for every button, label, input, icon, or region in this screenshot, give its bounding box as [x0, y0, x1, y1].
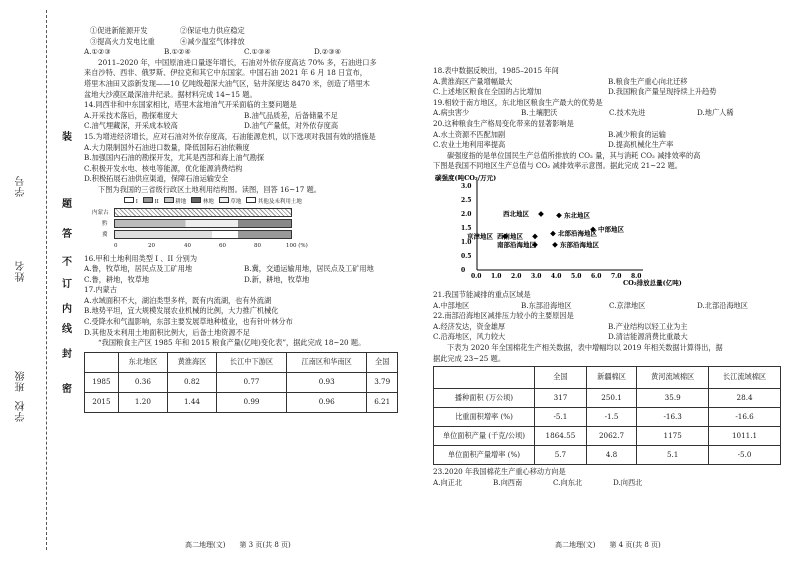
table-cell: 28.4: [709, 389, 781, 408]
legend-item: 耕地: [175, 198, 187, 205]
table-cell: 1011.1: [709, 427, 781, 446]
table-cell: -16.6: [709, 408, 781, 427]
data-point: [538, 211, 544, 217]
row-label: 黔: [102, 220, 108, 227]
option: D.新，耕地，牧草地: [244, 274, 310, 284]
x-tick-label: 0.0: [471, 272, 482, 280]
option: D.向西北: [613, 477, 643, 487]
question-22: 22.南部沿海地区减排压力较小的主要原因是: [433, 311, 574, 321]
option: D.油气产量低，对外依存度高: [244, 121, 339, 131]
option: C.沿海地区，风力较大: [433, 332, 506, 342]
option: C.向东北: [553, 477, 583, 487]
row-label: 冀: [102, 231, 108, 238]
cotton-table: [433, 366, 781, 465]
legend: [124, 197, 302, 208]
point-label: 东部沿海地区: [560, 240, 599, 249]
seal-char: 内: [62, 304, 72, 315]
question-19: 19.相较于南方地区，东北地区粮食生产最大的优势是: [433, 97, 603, 107]
question-18: 18.表中数据反映出，1985–2015 年间: [433, 66, 559, 75]
table-cell: 全国: [367, 352, 398, 372]
table-cell: 黄河流域棉区: [637, 367, 709, 389]
table-cell: 3.79: [367, 372, 398, 392]
table-cell: 播种面积 (万公顷): [434, 389, 535, 408]
x-tick-label: 3.0: [531, 272, 542, 280]
x-tick-label: 1.0: [491, 272, 502, 280]
intro-23: 据此完成 23~25 题。: [433, 353, 506, 363]
tick: 0: [114, 242, 118, 249]
legend-item: 其他及未利用土地: [257, 198, 302, 205]
option: B.东部沿海地区: [521, 300, 572, 310]
option: ③提高火力发电比重: [90, 36, 155, 46]
table-cell: 1864.55: [535, 427, 587, 446]
point-label: 东北地区: [564, 211, 590, 220]
table-cell: 0.96: [286, 392, 366, 412]
table-cell: 2062.7: [586, 427, 636, 446]
right-page: [433, 66, 783, 488]
table-cell: 5.7: [535, 446, 587, 465]
option: A.开采技术落后，勘探难度大: [84, 110, 178, 120]
table-cell: 0.77: [217, 372, 287, 392]
y-axis-label: 碳强度(吨CO₂/万元): [435, 173, 497, 182]
binding-margin: [0, 0, 80, 561]
legend-item: I: [135, 198, 138, 205]
intro-21: 碳强度指的是单位国民生产总值所排放的 CO₂ 量，其与消耗 CO₂ 减排效率的高: [447, 150, 701, 160]
option: ④减少温室气体排放: [180, 36, 245, 46]
x-tick-label: 4.0: [551, 272, 562, 280]
option: A.鲁，牧草地，居民点及工矿用地: [84, 264, 193, 274]
option: A.大力限制国外石油进口数量，降低国际石油依赖度: [84, 142, 250, 152]
option: B.地势平坦，宜大规模发展农业机械的比例，大力推广机械化: [84, 306, 279, 316]
option: A.经济发达，资金雄厚: [433, 321, 506, 331]
seal-char: 封: [62, 349, 72, 360]
option: B.土壤肥沃: [521, 108, 558, 118]
option: C.京津地区: [609, 300, 646, 310]
option: C.上述地区粮食在全国的占比增加: [433, 87, 542, 97]
table-cell: 6.21: [367, 392, 398, 412]
option: A.病虫害少: [433, 108, 470, 118]
label-number: 学号: [16, 175, 27, 197]
intro-16: 下图为我国的三省级行政区土地利用结构图。读图，回答 16~17 题。: [98, 184, 321, 194]
table-cell: 1175: [637, 427, 709, 446]
option: A.①②③: [84, 47, 111, 57]
option: A.中部地区: [433, 300, 470, 310]
table-cell: 江南区和华南区: [286, 352, 366, 372]
option: C.农业土地利用率提高: [433, 140, 506, 150]
table-cell: [434, 367, 535, 389]
passage-line: 塔里木油田又添新发现——10 亿吨级超深大油气区，钻井深度达 8470 米，创造了塔里木: [84, 78, 370, 88]
table-cell: -1.5: [586, 408, 636, 427]
y-tick-label: 3.0: [461, 182, 472, 190]
left-page: [84, 26, 402, 413]
table-cell: 长江流域棉区: [709, 367, 781, 389]
passage-line: 盆地大沙漠区最深油井纪录。据材料完成 14~15 题。: [84, 89, 257, 99]
y-tick-label: 2.5: [461, 196, 472, 204]
point-label: 西北地区: [503, 209, 529, 218]
option: C.积极开发水电、核电等能源，优化能源消费结构: [84, 163, 243, 173]
question-23: 23.2020 年我国棉花生产重心移动方向是: [433, 467, 566, 477]
y-tick-label: 0: [461, 266, 466, 274]
table-cell: 1.20: [118, 392, 167, 412]
point-label: 北部沿海地区: [558, 229, 597, 238]
land-use-chart: [84, 196, 402, 254]
question-17: 17.内蒙古: [84, 285, 117, 295]
option: C.技术先进: [609, 108, 646, 118]
table-cell: -16.3: [637, 408, 709, 427]
table-cell: 全国: [535, 367, 587, 389]
option: A.水域面积不大，湖泊类型多样，既有内流湖，也有外流湖: [84, 295, 272, 305]
tick: 80: [254, 242, 261, 249]
seal-char: 订: [62, 279, 72, 290]
legend-item: 林地: [202, 198, 214, 205]
tick: 100 (%): [286, 242, 308, 249]
label-class: 班级: [16, 370, 27, 392]
tick: 60: [219, 242, 226, 249]
data-point: [552, 242, 558, 248]
bar: [114, 230, 292, 239]
table-cell: 5.1: [637, 446, 709, 465]
table-cell: 0.82: [167, 372, 216, 392]
option: C.鲁，耕地，牧草地: [84, 274, 150, 284]
table-cell: 0.93: [286, 372, 366, 392]
point-label: 中部地区: [598, 225, 624, 234]
table-cell: 东北地区: [118, 352, 167, 372]
table-cell: 0.36: [118, 372, 167, 392]
table-cell: 新疆棉区: [586, 367, 636, 389]
cut-line: [46, 10, 47, 550]
x-axis-label: CO₂排放总量(亿吨): [623, 278, 682, 287]
option: D.积极拓展石油供应渠道，保障石油运输安全: [84, 174, 229, 184]
page-footer: 高二地理(文) 第 3 页(共 8 页): [185, 541, 291, 549]
table-cell: 35.9: [637, 389, 709, 408]
tick: 40: [184, 242, 191, 249]
option: D.②③④: [314, 47, 342, 57]
data-point: [556, 213, 562, 219]
option: B.①②④: [164, 47, 191, 57]
x-tick-label: 6.0: [591, 272, 602, 280]
label-name: 姓名: [16, 260, 27, 282]
question-21: 21.我国节能减排的重点区域是: [433, 289, 531, 299]
point-label: 南部沿海地区: [497, 240, 536, 249]
option: B.产业结构以轻工业为主: [608, 321, 688, 331]
question-14: 14.同西非和中东国家相比，塔里木盆地油气开采面临的主要问题是: [84, 100, 297, 110]
passage-line: 2011–2020 年，中国原油进口量逐年增长，石油对外依存度高达 70% 多，石油进口多: [98, 57, 377, 67]
option: A.向正北: [433, 477, 463, 487]
option: ①促进新能源开发: [90, 26, 148, 35]
question-15: 15.为增进经济增长，应对石油对外依存度高，石油能源危机，以下选项对我国有效的措施是: [84, 131, 376, 141]
data-point: [532, 234, 538, 240]
x-tick-label: 8.0: [631, 272, 642, 280]
option: A.黄淮海区产量增幅最大: [433, 76, 513, 86]
passage-line: 来自沙特、西非、俄罗斯、伊拉克和其它中东国家。中国石油 2021 年 6 月 18 日宣布，: [84, 68, 367, 78]
option: D.提高机械化生产率: [608, 140, 674, 150]
page-footer: 高二地理(文) 第 4 页(共 8 页): [555, 541, 661, 549]
table-cell: 1.44: [167, 392, 216, 412]
option: B.冀，交通运输用地，居民点及工矿用地: [244, 264, 374, 274]
option: B.粮食生产重心向北迁移: [608, 76, 688, 86]
table-cell: -5.1: [535, 408, 587, 427]
option: C.油气埋藏深，开采成本较高: [84, 121, 178, 131]
table-cell: [85, 352, 119, 372]
y-tick-label: 1.5: [461, 224, 472, 232]
table-cell: 比重面积增率 (%): [434, 408, 535, 427]
table-cell: 0.99: [217, 392, 287, 412]
option: B.加强国内石油的勘探开发，尤其是西部和海上油气勘探: [84, 153, 265, 163]
option: D.北部沿海地区: [697, 300, 748, 310]
intro-21: 下图是我国不同地区生产总值与 CO₂ 减排效率示意图。据此完成 21~22 题。: [433, 161, 682, 171]
label-school: 学校: [16, 400, 27, 422]
legend-item: 草地: [230, 198, 242, 205]
carbon-scatter-chart: [433, 172, 693, 290]
option: D.清洁能源消费比重最大: [608, 332, 688, 342]
seal-char: 题: [62, 199, 72, 210]
table-cell: 250.1: [586, 389, 636, 408]
option: B.油气品质差，后备储量不足: [244, 110, 338, 120]
option: A.水土资源不匹配加剧: [433, 129, 506, 139]
row-label: 内蒙古: [92, 209, 109, 216]
table-cell: 2015: [85, 392, 119, 412]
question-20: 20.这种粮食生产格局变化带来的显著影响是: [433, 118, 574, 128]
option: ②保证电力供应稳定: [180, 26, 245, 35]
y-tick-label: 1.0: [461, 238, 472, 246]
option: D.我国粮食产量呈现持续上升趋势: [608, 87, 717, 97]
option: D.其他及未利用土地面积比例大，后备土地资源不足: [84, 327, 250, 337]
table-cell: 317: [535, 389, 587, 408]
x-tick-label: 7.0: [611, 272, 622, 280]
option: B.向西南: [493, 477, 523, 487]
point-label: 京津地区: [467, 232, 493, 241]
seal-char: 不: [62, 257, 72, 268]
point-label: 西南地区: [497, 232, 523, 241]
x-tick-label: 5.0: [571, 272, 582, 280]
y-tick-label: 2.0: [461, 210, 472, 218]
option: B.减少粮食的运输: [608, 129, 666, 139]
seal-char: 装: [62, 132, 72, 143]
bar: [114, 208, 292, 217]
table-cell: 4.8: [586, 446, 636, 465]
option: C.受降水和气温影响，东部主要发展草地种植业，也有针叶林分布: [84, 317, 293, 327]
intro-23: 下表为 2020 年全国棉花生产相关数据，表中增幅均以 2019 年相关数据计算得出，据: [447, 342, 723, 352]
table-cell: 黄淮海区: [167, 352, 216, 372]
table-cell: -5.0: [709, 446, 781, 465]
bar: [114, 219, 292, 228]
table-cell: 单位面积产量增率 (%): [434, 446, 535, 465]
x-tick-label: 2.0: [511, 272, 522, 280]
table-cell: 1985: [85, 372, 119, 392]
question-16: 16.甲和土地利用类型 I 、II 分别为: [84, 253, 198, 263]
seal-char: 密: [62, 384, 72, 395]
grain-table: [84, 352, 398, 413]
table-title: “我国粮食主产区 1985 年和 2015 粮食产量(亿吨)变化表”，据此完成 18~20 题。: [98, 338, 366, 348]
option: C.①③④: [244, 47, 271, 57]
option: D.地广人稀: [697, 108, 734, 118]
tick: 20: [148, 242, 155, 249]
table-cell: 长江中下游区: [217, 352, 287, 372]
seal-char: 答: [62, 229, 72, 240]
data-point: [550, 231, 556, 237]
seal-char: 线: [62, 324, 72, 335]
table-cell: 单位面积产量 (千克/公顷): [434, 427, 535, 446]
y-tick-label: 0.5: [461, 252, 472, 260]
legend-item: II: [154, 198, 159, 205]
